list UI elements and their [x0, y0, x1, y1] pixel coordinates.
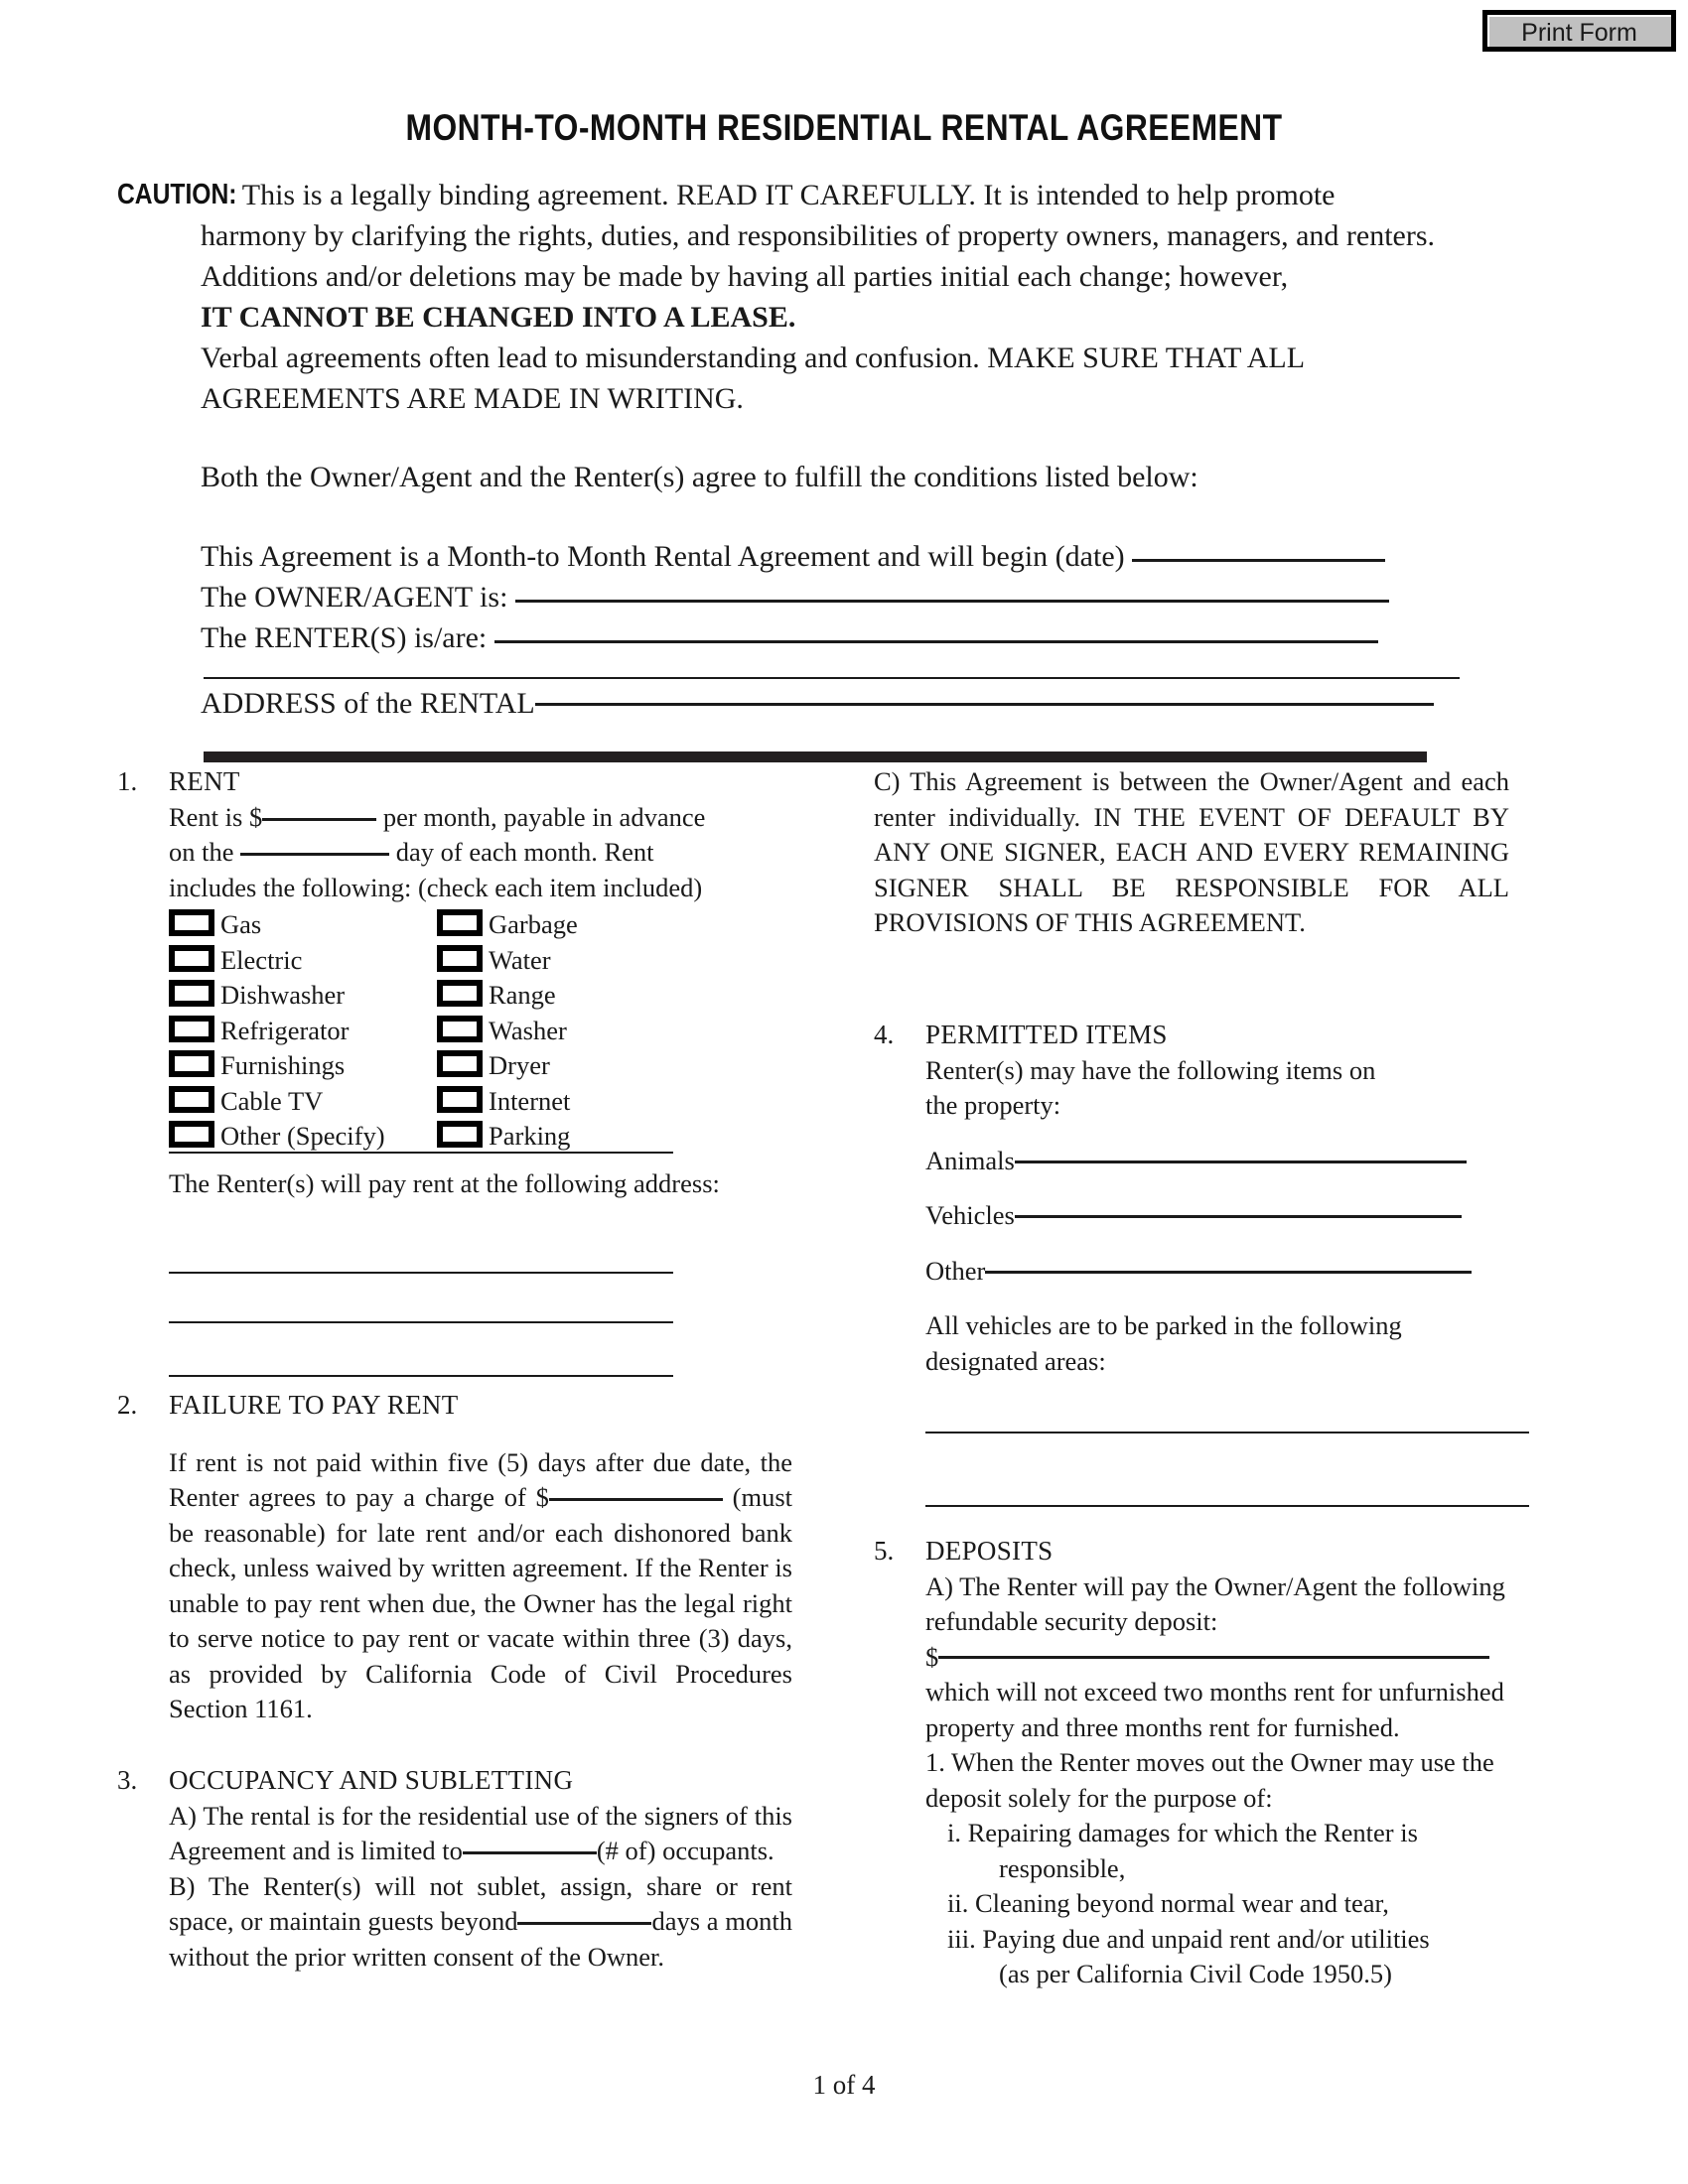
animals-label: Animals — [925, 1145, 1015, 1175]
print-form-button[interactable]: Print Form — [1482, 10, 1676, 52]
pay-rent-address-label: The Renter(s) will pay rent at the following address: — [169, 1168, 720, 1198]
checkbox-item-electric[interactable] — [169, 943, 302, 979]
rent-day-label: on the — [169, 837, 234, 867]
caution-lease-warning: IT CANNOT BE CHANGED INTO A LEASE. — [201, 301, 796, 334]
animals-input[interactable] — [1015, 1160, 1467, 1163]
permitted-vehicles-row — [925, 1198, 1529, 1234]
owner-agent-input[interactable] — [515, 600, 1389, 603]
renters-input-line-2[interactable] — [204, 677, 1460, 679]
section-1-heading: RENT — [169, 766, 240, 796]
checkbox-refrigerator[interactable] — [169, 1016, 214, 1042]
caution-paragraph-3: Verbal agreements often lead to misunderstanding and confusion. MAKE SURE THAT ALL AGREEMENTS ARE MADE IN WRITING. — [201, 341, 1304, 415]
pay-rent-address-input-1[interactable] — [169, 1272, 673, 1274]
begin-date-input[interactable] — [1132, 559, 1385, 562]
checkbox-row — [169, 1119, 784, 1155]
permitted-other-row — [925, 1254, 1529, 1290]
checkbox-label: Cable TV — [220, 1085, 324, 1116]
late-charge-text-before: If rent is not paid within five (5) days after due date, the Renter agrees to pay a charge of $ — [169, 1446, 792, 1512]
checkbox-parking[interactable] — [437, 1121, 483, 1148]
section-1-body — [169, 800, 792, 906]
section-3-part-b — [169, 1869, 792, 1976]
vehicles-label: Vehicles — [925, 1200, 1015, 1230]
checkbox-label: Internet — [489, 1085, 571, 1116]
checkbox-label: Other (Specify) — [220, 1121, 385, 1151]
section-permitted-items — [874, 1018, 1529, 1379]
section-5-heading: DEPOSITS — [925, 1536, 1054, 1566]
rent-amount-input[interactable] — [262, 818, 376, 821]
section-4-number: 4. — [874, 1020, 895, 1049]
deposit-dollar-sign: $ — [925, 1641, 939, 1672]
rental-address-row — [201, 683, 1434, 724]
rent-includes-label: includes the following: (check each item included) — [169, 872, 703, 902]
checkbox-dishwasher[interactable] — [169, 980, 214, 1007]
checkbox-cable-tv[interactable] — [169, 1086, 214, 1113]
section-3-heading: OCCUPANCY AND SUBLETTING — [169, 1765, 574, 1795]
checkbox-item-garbage[interactable] — [437, 907, 578, 943]
checkbox-gas[interactable] — [169, 909, 214, 936]
renters-row — [201, 617, 1378, 658]
checkbox-row — [169, 1014, 784, 1049]
caution-block — [117, 175, 1448, 419]
checkbox-garbage[interactable] — [437, 909, 483, 936]
renters-input[interactable] — [494, 640, 1378, 643]
other-input[interactable] — [985, 1271, 1472, 1274]
owner-agent-row — [201, 577, 1389, 617]
checkbox-dryer[interactable] — [437, 1050, 483, 1077]
checkbox-row — [169, 1048, 784, 1084]
parking-areas-input-1[interactable] — [925, 1432, 1529, 1433]
checkbox-electric[interactable] — [169, 945, 214, 972]
checkbox-range[interactable] — [437, 980, 483, 1007]
caution-label: CAUTION: — [117, 179, 237, 210]
rent-amount-row — [169, 800, 792, 836]
checkbox-label: Furnishings — [220, 1050, 346, 1080]
checkbox-label: Washer — [489, 1015, 567, 1045]
deposit-use-intro: 1. When the Renter moves out the Owner may use the deposit solely for the purpose of: — [925, 1747, 1494, 1813]
page-title: MONTH-TO-MONTH RESIDENTIAL RENTAL AGREEMENT — [405, 107, 1283, 148]
checkbox-label: Gas — [220, 909, 262, 939]
checkbox-row — [169, 1084, 784, 1120]
section-3-number: 3. — [117, 1765, 138, 1795]
rent-includes-checkbox-grid — [169, 907, 784, 1155]
checkbox-internet[interactable] — [437, 1086, 483, 1113]
checkbox-item-refrigerator[interactable] — [169, 1014, 350, 1049]
section-5-number: 5. — [874, 1536, 895, 1566]
deposit-use-item-i: i. Repairing damages for which the Renter is — [947, 1818, 1418, 1847]
checkbox-row — [169, 978, 784, 1014]
section-rent — [117, 764, 792, 1155]
occupancy-text-before: A) The rental is for the residential use of the signers of this Agreement and is limited to — [169, 1800, 792, 1865]
checkbox-row — [169, 907, 784, 943]
right-column — [874, 764, 1529, 941]
permitted-animals-row — [925, 1144, 1529, 1179]
section-3-part-a — [169, 1799, 792, 1869]
section-4-heading: PERMITTED ITEMS — [925, 1020, 1168, 1049]
rental-address-label: ADDRESS of the RENTAL — [201, 687, 535, 720]
section-1-number: 1. — [117, 766, 138, 796]
page-footer: 1 of 4 — [812, 2070, 876, 2100]
begin-date-label: This Agreement is a Month-to Month Rental Agreement and will begin (date) — [201, 540, 1125, 573]
owner-agent-label: The OWNER/AGENT is: — [201, 581, 508, 614]
checkbox-item-other[interactable] — [169, 1119, 385, 1155]
checkbox-item-dishwasher[interactable] — [169, 978, 345, 1014]
section-failure-to-pay-rent — [117, 1388, 792, 1727]
section-4-intro: Renter(s) may have the following items on the property: — [925, 1054, 1376, 1120]
deposit-limit-note: which will not exceed two months rent for unfurnished property and three months rent for furnished. — [925, 1677, 1504, 1742]
sublet-text-after: days a month without the prior written consent of the Owner. — [169, 1906, 792, 1972]
checkbox-washer[interactable] — [437, 1016, 483, 1042]
caution-body — [201, 175, 1448, 419]
checkbox-label: Parking — [489, 1121, 571, 1151]
occupant-count-input[interactable] — [463, 1851, 597, 1854]
section-occupancy-subletting — [117, 1763, 792, 1975]
checkbox-item-gas[interactable] — [169, 907, 261, 943]
deposit-amount-row — [925, 1640, 1529, 1676]
checkbox-other[interactable] — [169, 1121, 214, 1148]
checkbox-item-furnishings[interactable] — [169, 1048, 345, 1084]
deposit-use-item-ii: ii. Cleaning beyond normal wear and tear, — [947, 1888, 1389, 1918]
section-divider-bar — [204, 751, 1427, 762]
rent-day-suffix: day of each month. Rent — [395, 837, 654, 867]
deposit-use-item-i-cont: responsible, — [999, 1852, 1126, 1883]
rent-day-input[interactable] — [240, 853, 389, 856]
guest-days-input[interactable] — [517, 1922, 651, 1925]
section-2-number: 2. — [117, 1390, 138, 1420]
occupancy-text-after: (# of) occupants. — [596, 1836, 774, 1865]
section-2-heading: FAILURE TO PAY RENT — [169, 1390, 459, 1420]
checkbox-label: Water — [489, 944, 551, 975]
sublet-text-before: B) The Renter(s) will not sublet, assign, share or rent space, or maintain guests beyond — [169, 1870, 792, 1936]
late-charge-input[interactable] — [549, 1498, 723, 1501]
rent-day-row — [169, 835, 792, 871]
rent-amount-label: Rent is $ — [169, 801, 263, 832]
deposit-use-items — [925, 1816, 1529, 1992]
both-parties-agree-text: Both the Owner/Agent and the Renter(s) agree to fulfill the conditions listed below: — [201, 461, 1198, 493]
other-specify-input-line[interactable] — [169, 1152, 673, 1154]
deposit-use-item-iii-cont: (as per California Civil Code 1950.5) — [999, 1959, 1392, 1988]
checkbox-furnishings[interactable] — [169, 1050, 214, 1077]
checkbox-label: Dryer — [489, 1050, 550, 1080]
rental-address-input[interactable] — [535, 703, 1434, 706]
checkbox-label: Garbage — [489, 909, 578, 939]
caution-paragraph-1: This is a legally binding agreement. READ IT CAREFULLY. It is intended to help promote harmony by clarifying the rights, duties, and responsibilities of property owners, managers, and renters. Additions and/or deletions may be made by having all parties initial each change; however, — [201, 179, 1436, 293]
checkbox-row — [169, 943, 784, 979]
parking-areas-label: All vehicles are to be parked in the following designated areas: — [925, 1310, 1402, 1376]
checkbox-label: Electric — [220, 944, 303, 975]
section-deposits — [874, 1534, 1529, 1992]
pay-rent-address-input-3[interactable] — [169, 1375, 673, 1377]
deposit-amount-input[interactable] — [938, 1656, 1489, 1659]
section-2-body — [169, 1445, 792, 1727]
renters-label: The RENTER(S) is/are: — [201, 621, 488, 654]
checkbox-label: Range — [489, 980, 556, 1010]
checkbox-item-cable-tv[interactable] — [169, 1084, 323, 1120]
section-c-paragraph: C) This Agreement is between the Owner/Agent and each renter individually. IN THE EVENT OF DEFAULT BY ANY ONE SIGNER, EACH AND EVERY REMAINING SIGNER SHALL BE RESPONSIBLE FOR ALL PROVISIONS OF THIS AGREEMENT. — [874, 766, 1509, 937]
toolbar — [0, 8, 1688, 58]
checkbox-item-water[interactable] — [437, 943, 551, 979]
vehicles-input[interactable] — [1015, 1215, 1462, 1218]
checkbox-label: Refrigerator — [220, 1015, 350, 1045]
rent-amount-suffix: per month, payable in advance — [382, 801, 706, 832]
begin-date-row — [201, 536, 1385, 577]
other-label: Other — [925, 1255, 986, 1286]
late-charge-text-after: (must be reasonable) for late rent and/or each dishonored bank check, unless waived by written agreement. If the Renter is unable to pay rent when due, the Owner has the legal right to serve notice to pay rent or vacate within three (3) days, as provided by California Code of Civil Procedures Section 1161. — [169, 1482, 793, 1723]
checkbox-item-internet[interactable] — [437, 1084, 570, 1120]
pay-rent-address-input-2[interactable] — [169, 1321, 673, 1323]
checkbox-item-parking[interactable] — [437, 1119, 570, 1155]
deposit-intro: A) The Renter will pay the Owner/Agent the following refundable security deposit: — [925, 1570, 1505, 1636]
left-column — [117, 764, 792, 1155]
deposit-use-item-iii: iii. Paying due and unpaid rent and/or utilities — [947, 1923, 1430, 1954]
checkbox-label: Dishwasher — [220, 980, 346, 1010]
checkbox-item-washer[interactable] — [437, 1014, 567, 1049]
parking-areas-input-2[interactable] — [925, 1505, 1529, 1507]
checkbox-item-range[interactable] — [437, 978, 556, 1014]
checkbox-water[interactable] — [437, 945, 483, 972]
checkbox-item-dryer[interactable] — [437, 1048, 550, 1084]
